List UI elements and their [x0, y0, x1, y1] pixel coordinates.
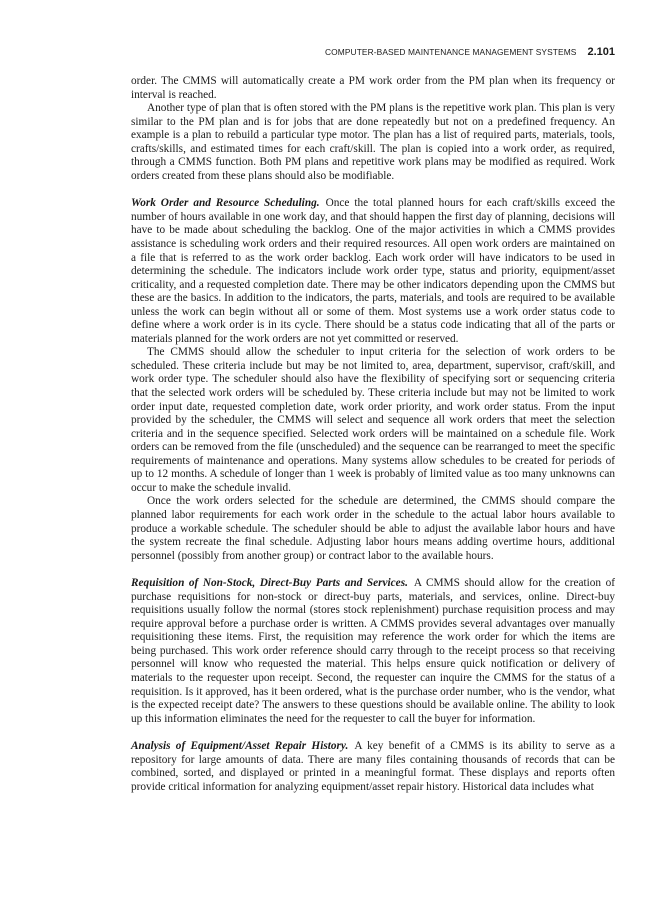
- paragraph-text: The CMMS should allow the scheduler to input criteria for the selection of work orders to be scheduled. These criteria include but may be not limited to, area, department, supervisor, craft/skill, and work order type. The scheduler should also have the flexibility of specifying sort or sequencing criteria that the selected work orders will be scheduled by. These criteria include but may not be limited to work order input date, requested completion date, work order priority, and work order status. From the input provided by the scheduler, the CMMS will select and sequence all work orders that meet the selection criteria and in the sequence specified. Selected work orders will be maintained on a schedule file. Work orders can be removed from the file (unscheduled) and the sequence can be rearranged to meet the specific requirements of maintenance and operations. Many systems allow schedules to be created for periods of up to 12 months. A schedule of longer than 1 week is probably of limited value as too many unknowns can occur to make the schedule invalid.: [131, 346, 615, 494]
- paragraph-labor-requirements: [131, 495, 615, 563]
- page-number: 2.101: [587, 46, 615, 58]
- paragraph-pm-plan-continued: [131, 75, 615, 102]
- section-requisition: [131, 577, 615, 726]
- paragraph-text: A key benefit of a CMMS is its ability to serve as a repository for large amounts of data. There are many files containing thousands of records that can be combined, sorted, and displayed or printed in a meaningful format. These displays and reports often provide critical information for analyzing equipment/asset repair history. Historical data includes what: [131, 740, 615, 793]
- paragraph-text: Once the work orders selected for the schedule are determined, the CMMS should compare the planned labor requirements for each work order in the schedule to the actual labor hours available to produce a workable schedule. The scheduler should be able to adjust the available labor hours and have the system recreate the final schedule. Adjusting labor hours means adding overtime hours, additional personnel (possibly from another group) or contract labor to the available hours.: [131, 495, 615, 562]
- paragraph-scheduler-criteria: [131, 346, 615, 495]
- section-heading: Work Order and Resource Scheduling.: [131, 197, 320, 210]
- section-work-order-scheduling: [131, 197, 615, 346]
- section-heading: Analysis of Equipment/Asset Repair History.: [131, 740, 349, 753]
- paragraph-text: Once the total planned hours for each craft/skills exceed the number of hours available in one work day, and that should happen the first day of planning, decisions will have to be made about scheduling the backlog. One of the major activities in which a CMMS provides assistance is scheduling work orders and their required resources. All open work orders are maintained on a file that is referred to as the work order backlog. Each work order will have indicators to be used in determining the schedule. The indicators include work order type, status and priority, equipment/asset criticality, and a requested completion date. There may be other indicators depending upon the CMMS but these are the basics. In addition to the indicators, the parts, materials, and tools are required to be available unless the work can begin without all or some of them. Most systems use a work order status code to define where a work order is in its cycle. There should be a status code indicating that all of the parts or materials planned for the work orders are not yet committed or reserved.: [131, 197, 616, 345]
- section-heading: Requisition of Non-Stock, Direct-Buy Parts and Services.: [131, 577, 408, 590]
- body-text: [131, 75, 615, 794]
- section-repair-history: [131, 740, 615, 794]
- paragraph-repetitive-work-plan: [131, 102, 615, 183]
- running-header: [131, 44, 615, 58]
- paragraph-text: order. The CMMS will automatically create a PM work order from the PM plan when its frequency or interval is reached.: [131, 75, 615, 101]
- paragraph-text: Another type of plan that is often stored with the PM plans is the repetitive work plan. This plan is very similar to the PM plan and is for jobs that are done repeatedly but not on a predefined frequency. An example is a plan to rebuild a particular type motor. The plan has a list of required parts, materials, tools, crafts/skills, and estimated times for each craft/skill. The plan is copied into a work order, as required, through a CMMS function. Both PM plans and repetitive work plans may be modified as required. Work orders created from these plans should also be modifiable.: [131, 102, 615, 182]
- paragraph-text: A CMMS should allow for the creation of purchase requisitions for non-stock or direct-buy parts, materials, and services, online. Direct-buy requisitions usually follow the normal (stores stock replenishment) purchase requisition process and may require approval before a purchase order is written. A CMMS provides several advantages over manually requisitioning these items. First, the requisition may reference the work order for which the items are being purchased. This work order reference should carry through to the receipt process so that receiving personnel will know who requested the material. This helps ensure quick notification or delivery of materials to the requester upon receipt. Second, the requester can inquire the CMMS for the status of a requisition. Is it approved, has it been ordered, what is the purchase order number, who is the vendor, what is the expected receipt date? The answers to these questions should be available online. The ability to look up this information eliminates the need for the requester to call the buyer for information.: [131, 577, 615, 725]
- running-title: COMPUTER-BASED MAINTENANCE MANAGEMENT SYSTEMS: [325, 47, 577, 57]
